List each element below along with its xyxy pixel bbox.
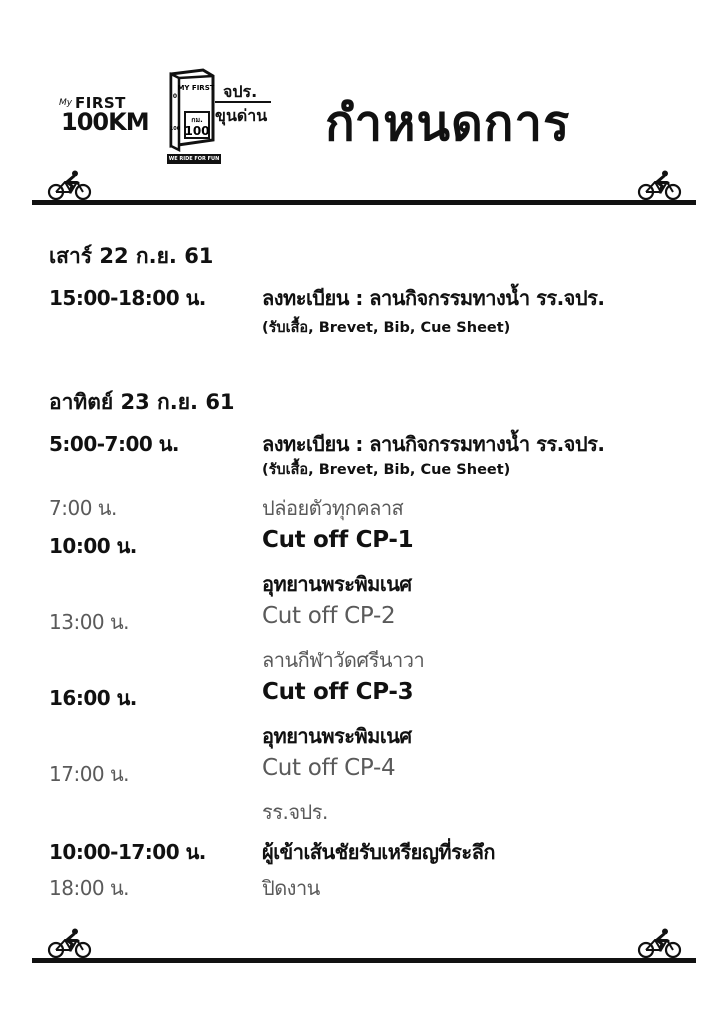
logo-tagline: WE RIDE FOR FUN — [168, 156, 220, 162]
logo-post-side: 100 — [169, 126, 181, 132]
event-time: 7:00 น. — [49, 496, 117, 520]
event-description: Cut off CP-3 — [262, 679, 414, 705]
event-description: ลงทะเบียน : ลานกิจกรรมทางน้ำ รร.จปร. — [262, 432, 605, 456]
logo-thai-line-1: จปร. — [223, 82, 258, 101]
event-time: 10:00-17:00 น. — [49, 840, 206, 864]
logo-post-top: MY FIRST — [177, 84, 215, 92]
event-location: ลานกีฬาวัดศรีนาวา — [262, 648, 425, 672]
cyclist-icon — [637, 170, 683, 200]
event-description: ลงทะเบียน : ลานกิจกรรมทางน้ำ รร.จปร. — [262, 286, 605, 310]
logo-post-100: 100 — [184, 124, 210, 138]
event-description: ผู้เข้าเส้นชัยรับเหรียญที่ระลึก — [262, 840, 495, 864]
km-marker-icon — [163, 68, 217, 152]
event-description: ปล่อยตัวทุกคลาส — [262, 496, 404, 520]
cyclist-icon — [47, 928, 93, 958]
event-description: Cut off CP-4 — [262, 755, 396, 781]
logo-first-text: FIRST — [75, 94, 126, 112]
event-description: ปิดงาน — [262, 876, 320, 900]
event-time: 5:00-7:00 น. — [49, 432, 180, 456]
event-time: 13:00 น. — [49, 610, 130, 634]
event-time: 16:00 น. — [49, 686, 137, 710]
logo-post-zero: 0 — [172, 93, 178, 100]
event-location: อุทยานพระพิมเนศ — [262, 724, 412, 748]
logo-100km-text: 100KM — [61, 108, 149, 136]
event-note: (รับเสื้อ, Brevet, Bib, Cue Sheet) — [262, 462, 511, 478]
cyclist-icon — [47, 170, 93, 200]
logo-post-km: กม. — [191, 116, 203, 124]
event-note: (รับเสื้อ, Brevet, Bib, Cue Sheet) — [262, 320, 511, 336]
page-title: กำหนดการ — [325, 95, 571, 152]
event-description: Cut off CP-1 — [262, 527, 414, 553]
event-time: 17:00 น. — [49, 762, 130, 786]
event-location: อุทยานพระพิมเนศ — [262, 572, 412, 596]
logo-my-text: My — [59, 98, 73, 108]
event-time: 15:00-18:00 น. — [49, 286, 206, 310]
logo-thai-line-2: ขุนด่าน — [215, 106, 268, 125]
cyclist-icon — [637, 928, 683, 958]
event-time: 18:00 น. — [49, 876, 130, 900]
event-logo — [55, 68, 285, 168]
event-location: รร.จปร. — [262, 800, 328, 824]
bottom-divider — [32, 958, 696, 963]
event-description: Cut off CP-2 — [262, 603, 396, 629]
day-heading: อาทิตย์ 23 ก.ย. 61 — [49, 390, 235, 414]
top-divider — [32, 200, 696, 205]
day-heading: เสาร์ 22 ก.ย. 61 — [49, 244, 214, 268]
event-time: 10:00 น. — [49, 534, 137, 558]
logo-divider — [215, 101, 271, 103]
